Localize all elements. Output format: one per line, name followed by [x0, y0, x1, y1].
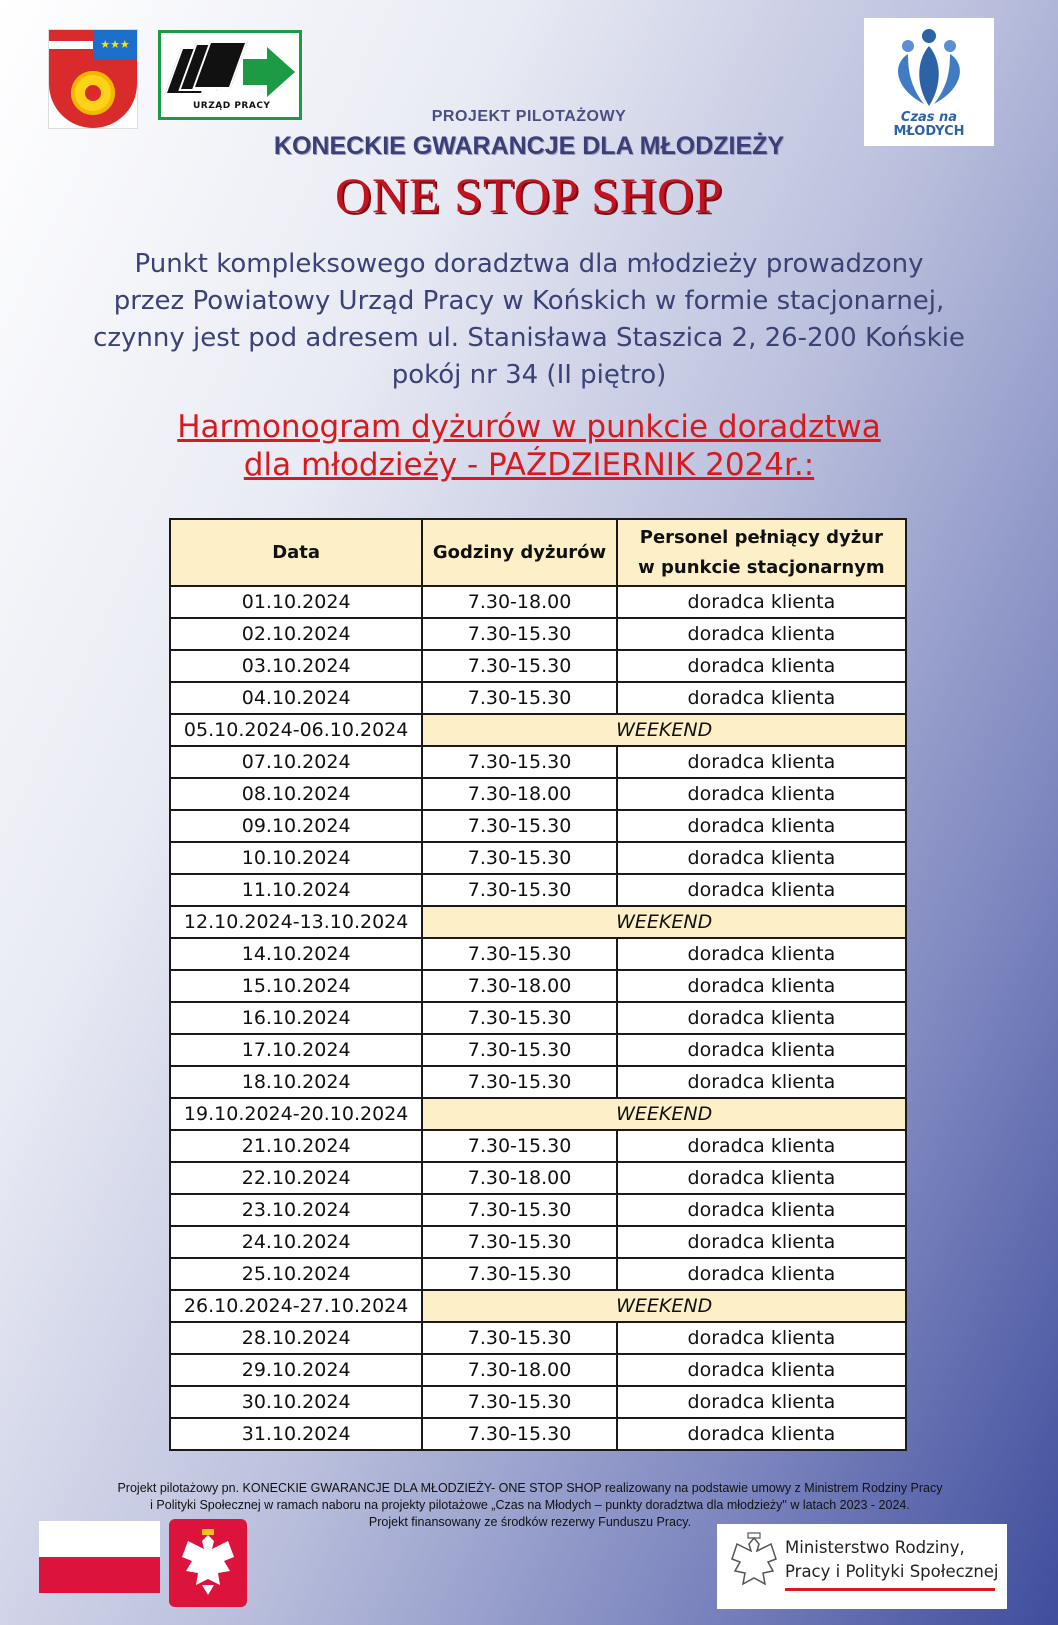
- table-body: [170, 586, 906, 1450]
- table-row: [170, 586, 906, 618]
- cell-hours: 7.30-15.30: [422, 938, 616, 970]
- table-row: [170, 1002, 906, 1034]
- cell-date: 05.10.2024-06.10.2024: [170, 714, 422, 746]
- table-row: [170, 618, 906, 650]
- crest-stars-icon: ★★★: [93, 30, 137, 60]
- cell-hours: 7.30-15.30: [422, 1002, 616, 1034]
- cell-hours: 7.30-15.30: [422, 1386, 616, 1418]
- cell-date: 04.10.2024: [170, 682, 422, 714]
- table-header-row: [170, 519, 906, 586]
- footer-line: Projekt pilotażowy pn. KONECKIE GWARANCJE DLA MŁODZIEŻY- ONE STOP SHOP realizowany na podstawie umowy z Ministrem Rodziny Pracy: [117, 1481, 943, 1495]
- cell-staff: doradca klienta: [617, 1194, 906, 1226]
- ministry-eagle-icon: [727, 1532, 781, 1598]
- cell-date: 22.10.2024: [170, 1162, 422, 1194]
- table-row: [170, 1354, 906, 1386]
- table-row: [170, 970, 906, 1002]
- table-row: [170, 1258, 906, 1290]
- cell-hours: 7.30-15.30: [422, 1418, 616, 1450]
- czas-na-mlodych-logo: [864, 18, 994, 146]
- cell-staff: doradca klienta: [617, 1386, 906, 1418]
- table-row: [170, 1418, 906, 1450]
- cell-weekend: WEEKEND: [422, 1290, 906, 1322]
- table-row: [170, 1226, 906, 1258]
- table-row: [170, 1322, 906, 1354]
- table-row: [170, 746, 906, 778]
- cell-hours: 7.30-18.00: [422, 1354, 616, 1386]
- cell-staff: doradca klienta: [617, 1258, 906, 1290]
- cell-weekend: WEEKEND: [422, 714, 906, 746]
- cell-staff: doradca klienta: [617, 650, 906, 682]
- cell-staff: doradca klienta: [617, 1066, 906, 1098]
- intro-line: czynny jest pod adresem ul. Stanisława Staszica 2, 26-200 Końskie: [93, 323, 965, 353]
- weekend-row: [170, 906, 906, 938]
- column-header-staff: [617, 519, 906, 586]
- intro-line: pokój nr 34 (II piętro): [391, 360, 667, 390]
- weekend-row: [170, 1290, 906, 1322]
- table-row: [170, 1386, 906, 1418]
- intro-line: Punkt kompleksowego doradztwa dla młodzieży prowadzony: [134, 249, 924, 279]
- cell-staff: doradca klienta: [617, 1130, 906, 1162]
- cell-hours: 7.30-15.30: [422, 810, 616, 842]
- cell-staff: doradca klienta: [617, 1162, 906, 1194]
- program-title: KONECKIE GWARANCJE DLA MŁODZIEŻY: [273, 132, 785, 160]
- cell-date: 24.10.2024: [170, 1226, 422, 1258]
- intro-line: przez Powiatowy Urząd Pracy w Końskich w formie stacjonarnej,: [113, 286, 945, 316]
- cell-hours: 7.30-18.00: [422, 1162, 616, 1194]
- cell-hours: 7.30-15.30: [422, 842, 616, 874]
- table-row: [170, 810, 906, 842]
- cell-hours: 7.30-15.30: [422, 1258, 616, 1290]
- cell-date: 17.10.2024: [170, 1034, 422, 1066]
- cell-date: 29.10.2024: [170, 1354, 422, 1386]
- schedule-title: [0, 408, 1058, 484]
- ministry-logo: [717, 1524, 1007, 1609]
- weekend-row: [170, 1098, 906, 1130]
- cell-date: 02.10.2024: [170, 618, 422, 650]
- cell-hours: 7.30-15.30: [422, 1034, 616, 1066]
- table-row: [170, 874, 906, 906]
- duty-schedule-table: [169, 518, 907, 1451]
- cell-date: 12.10.2024-13.10.2024: [170, 906, 422, 938]
- table-row: [170, 938, 906, 970]
- cell-staff: doradca klienta: [617, 874, 906, 906]
- mlodych-logo-text: MŁODYCH: [893, 124, 965, 139]
- cell-staff: doradca klienta: [617, 1322, 906, 1354]
- cell-date: 14.10.2024: [170, 938, 422, 970]
- cell-hours: 7.30-18.00: [422, 586, 616, 618]
- cell-hours: 7.30-15.30: [422, 1322, 616, 1354]
- table-row: [170, 650, 906, 682]
- table-row: [170, 842, 906, 874]
- cell-weekend: WEEKEND: [422, 906, 906, 938]
- czas-logo-text: Czas na: [900, 110, 958, 125]
- footer-line: Projekt finansowany ze środków rezerwy Funduszu Pracy.: [368, 1515, 692, 1529]
- footer-line: i Polityki Społecznej w ramach naboru na projekty pilotażowe „Czas na Młodych – punkty doradztwa dla młodzieży" w latach 2023 - 2024.: [150, 1498, 910, 1512]
- cell-staff: doradca klienta: [617, 970, 906, 1002]
- polish-emblem: [169, 1519, 247, 1607]
- cell-hours: 7.30-15.30: [422, 1226, 616, 1258]
- cell-date: 09.10.2024: [170, 810, 422, 842]
- cell-staff: doradca klienta: [617, 1226, 906, 1258]
- cell-hours: 7.30-18.00: [422, 778, 616, 810]
- cell-date: 03.10.2024: [170, 650, 422, 682]
- table-row: [170, 1034, 906, 1066]
- column-header-staff-line: w punkcie stacjonarnym: [638, 556, 885, 578]
- table-row: [170, 1130, 906, 1162]
- ministry-red-rule: [785, 1588, 995, 1591]
- column-header-date: Data: [170, 519, 422, 586]
- cell-staff: doradca klienta: [617, 746, 906, 778]
- cell-weekend: WEEKEND: [422, 1098, 906, 1130]
- cell-hours: 7.30-15.30: [422, 1066, 616, 1098]
- cell-hours: 7.30-18.00: [422, 970, 616, 1002]
- cell-staff: doradca klienta: [617, 1034, 906, 1066]
- cell-date: 19.10.2024-20.10.2024: [170, 1098, 422, 1130]
- project-label: PROJEKT PILOTAŻOWY: [431, 108, 627, 125]
- cell-date: 21.10.2024: [170, 1130, 422, 1162]
- cell-staff: doradca klienta: [617, 586, 906, 618]
- cell-staff: doradca klienta: [617, 618, 906, 650]
- column-header-staff-line: Personel pełniący dyżur: [639, 526, 883, 548]
- table-row: [170, 1066, 906, 1098]
- cell-date: 10.10.2024: [170, 842, 422, 874]
- table-row: [170, 778, 906, 810]
- cell-staff: doradca klienta: [617, 1354, 906, 1386]
- cell-hours: 7.30-15.30: [422, 618, 616, 650]
- cell-date: 18.10.2024: [170, 1066, 422, 1098]
- cell-date: 25.10.2024: [170, 1258, 422, 1290]
- cell-date: 31.10.2024: [170, 1418, 422, 1450]
- cell-hours: 7.30-15.30: [422, 682, 616, 714]
- cell-date: 30.10.2024: [170, 1386, 422, 1418]
- ministry-name-line1: Ministerstwo Rodziny,: [785, 1538, 965, 1557]
- cell-staff: doradca klienta: [617, 938, 906, 970]
- cell-date: 23.10.2024: [170, 1194, 422, 1226]
- cell-date: 15.10.2024: [170, 970, 422, 1002]
- table-row: [170, 1162, 906, 1194]
- arrow-right-icon: [243, 59, 269, 85]
- cell-hours: 7.30-15.30: [422, 650, 616, 682]
- cell-staff: doradca klienta: [617, 682, 906, 714]
- white-eagle-icon: [178, 1527, 238, 1599]
- flag-white-stripe: [39, 1521, 160, 1557]
- cell-hours: 7.30-15.30: [422, 746, 616, 778]
- cell-date: 08.10.2024: [170, 778, 422, 810]
- cell-date: 28.10.2024: [170, 1322, 422, 1354]
- cell-staff: doradca klienta: [617, 842, 906, 874]
- cell-staff: doradca klienta: [617, 1002, 906, 1034]
- intro-text: [0, 246, 1058, 394]
- urzad-pracy-logo: [158, 30, 302, 120]
- cell-date: 11.10.2024: [170, 874, 422, 906]
- flag-red-stripe: [39, 1557, 160, 1593]
- crest-red-field: [49, 30, 93, 60]
- cell-hours: 7.30-15.30: [422, 874, 616, 906]
- cell-staff: doradca klienta: [617, 810, 906, 842]
- urzad-pracy-logo-text: URZĄD PRACY: [193, 101, 271, 111]
- cards-icon: [171, 41, 237, 91]
- people-figures-icon: [886, 26, 972, 108]
- cell-date: 26.10.2024-27.10.2024: [170, 1290, 422, 1322]
- column-header-hours: Godziny dyżurów: [422, 519, 616, 586]
- cell-staff: doradca klienta: [617, 778, 906, 810]
- schedule-title-line: dla młodzieży - PAŹDZIERNIK 2024r.:: [243, 447, 815, 483]
- polish-flag: [39, 1521, 160, 1593]
- cell-date: 01.10.2024: [170, 586, 422, 618]
- cell-hours: 7.30-15.30: [422, 1130, 616, 1162]
- cell-staff: doradca klienta: [617, 1418, 906, 1450]
- cell-date: 07.10.2024: [170, 746, 422, 778]
- weekend-row: [170, 714, 906, 746]
- cell-hours: 7.30-15.30: [422, 1194, 616, 1226]
- brand-title: ONE STOP SHOP: [334, 167, 724, 223]
- ministry-name-line2: Pracy i Polityki Społecznej: [785, 1562, 999, 1581]
- table-row: [170, 682, 906, 714]
- schedule-title-line: Harmonogram dyżurów w punkcie doradztwa: [177, 409, 881, 445]
- cell-date: 16.10.2024: [170, 1002, 422, 1034]
- table-row: [170, 1194, 906, 1226]
